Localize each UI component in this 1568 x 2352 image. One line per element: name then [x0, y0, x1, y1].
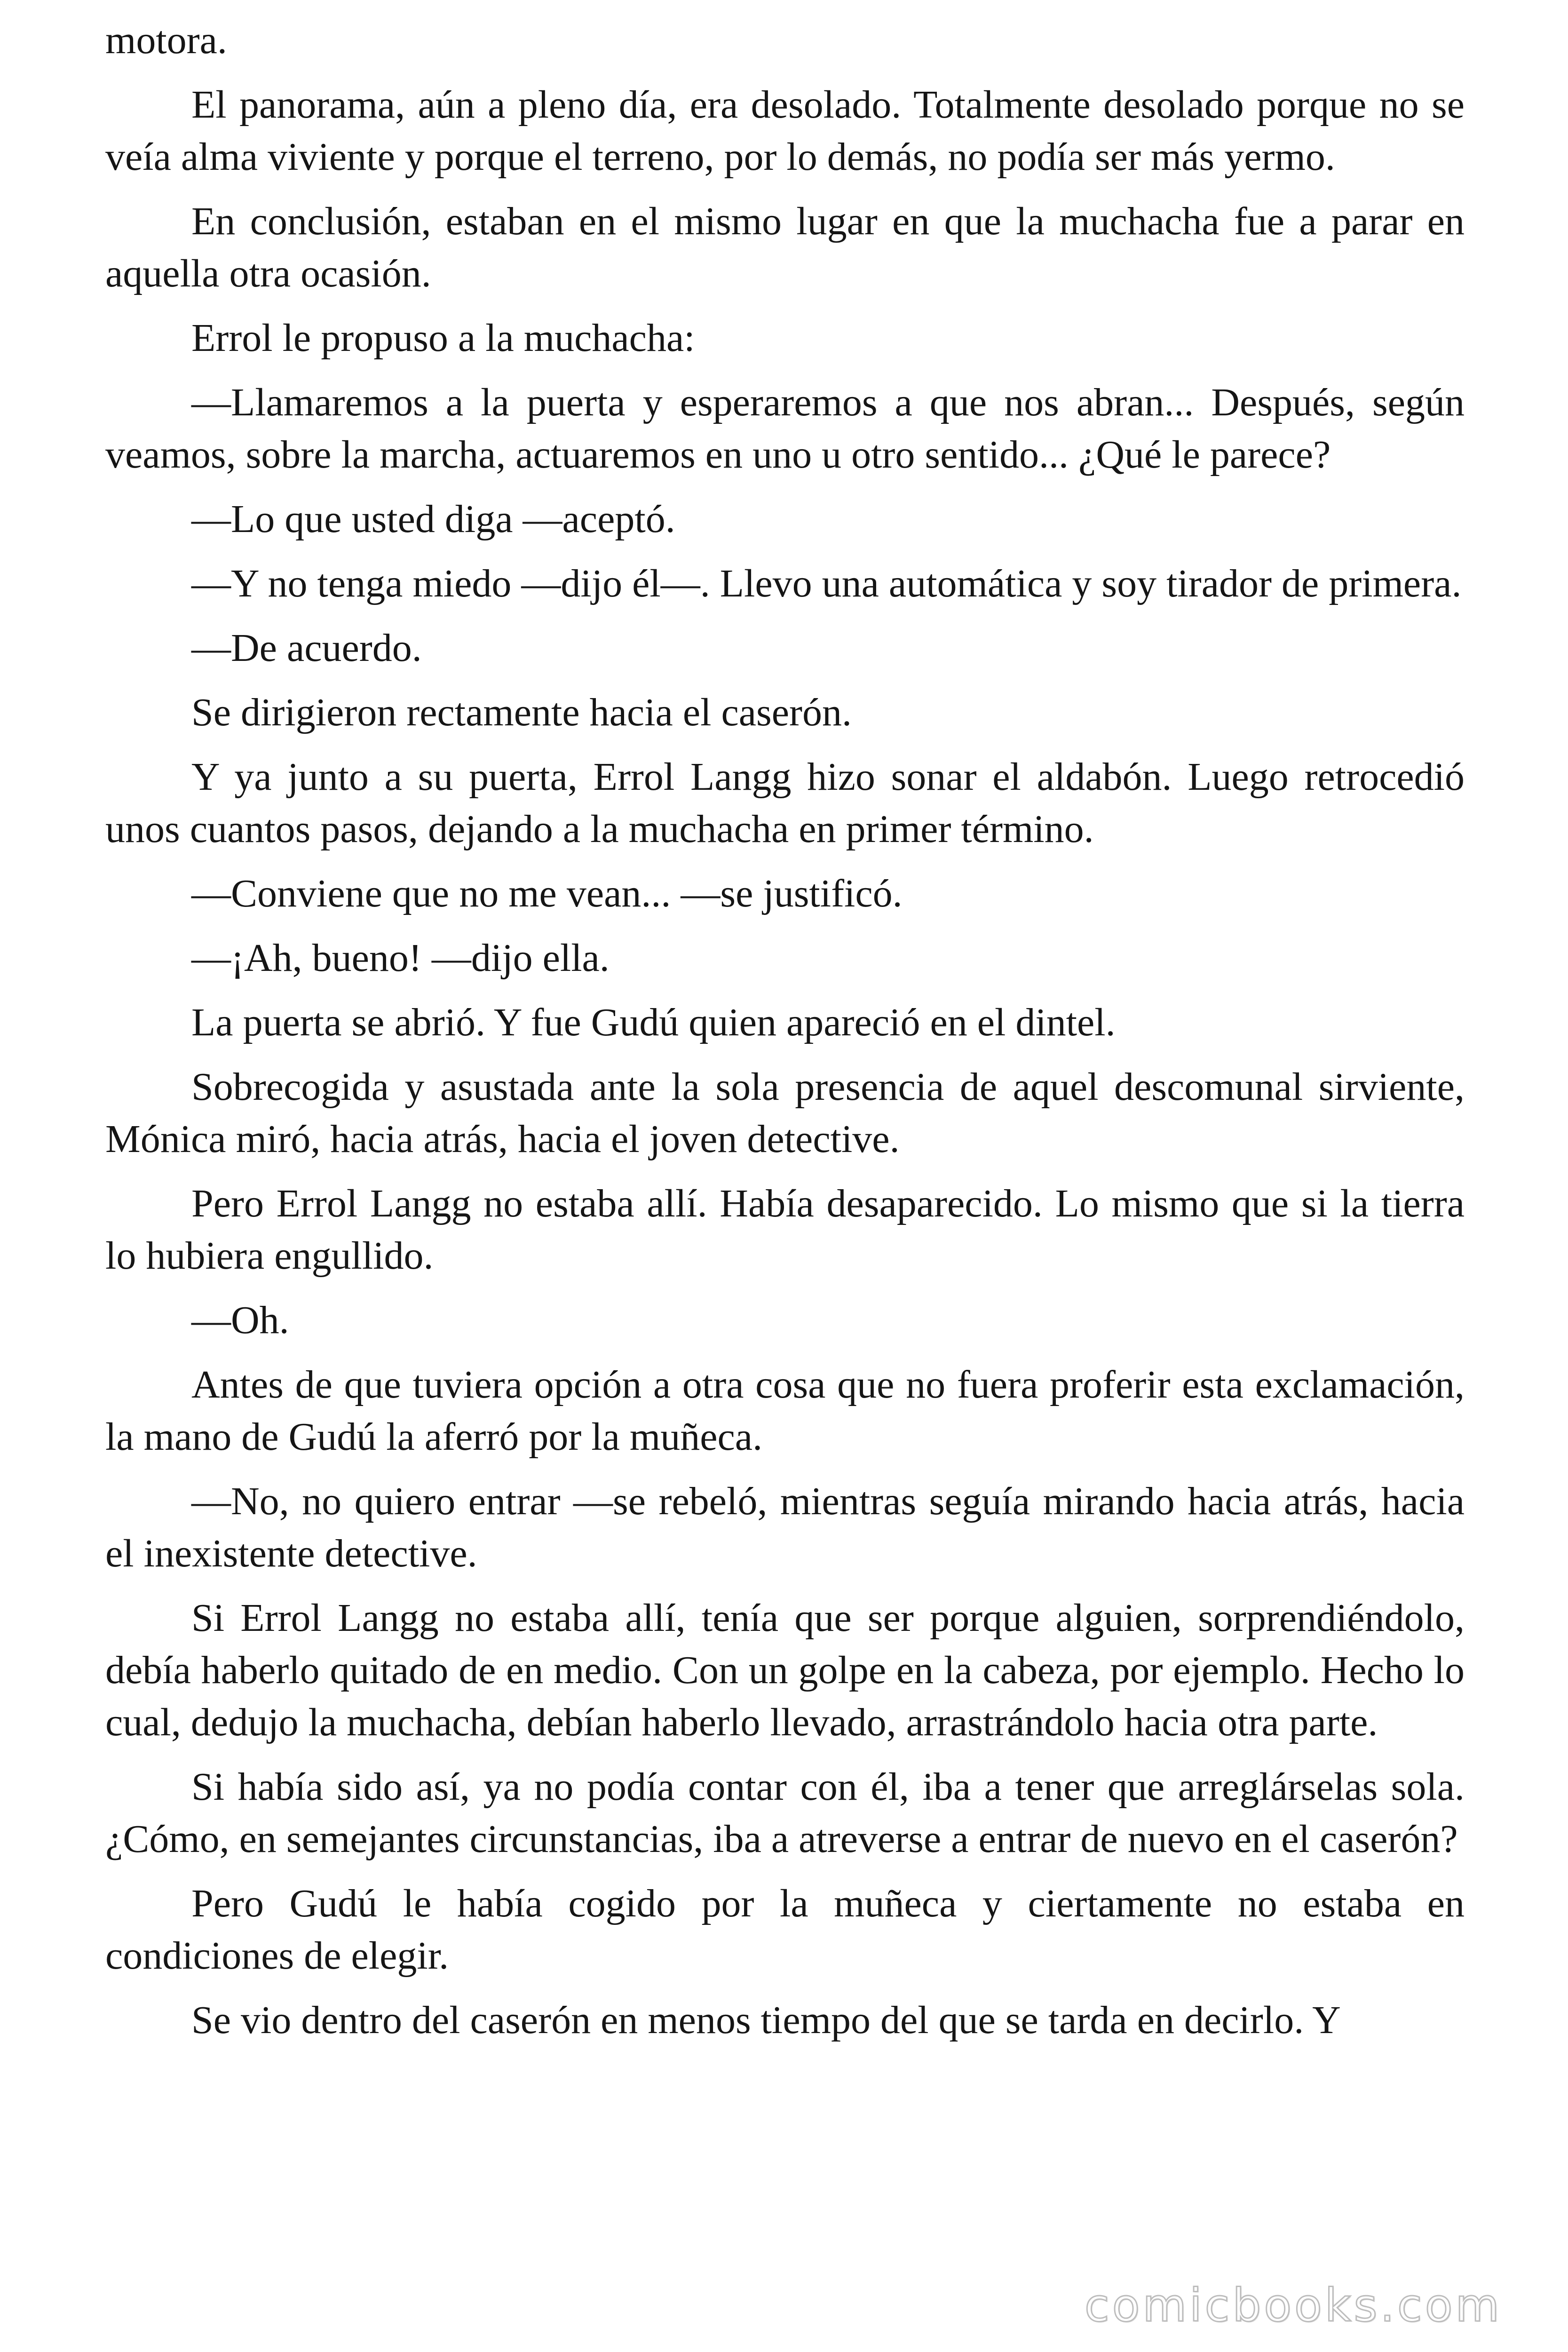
watermark: comicbooks.com — [1084, 2279, 1502, 2332]
paragraph: Si Errol Langg no estaba allí, tenía que ser porque alguien, sorprendiéndolo, debía haberlo quitado de en medio. Con un golpe en la cabeza, por ejemplo. Hecho lo cual, dedujo la muchacha, debían haberlo llevado, arrastrándolo hacia otra parte. — [105, 1596, 1465, 1744]
paragraph: Antes de que tuviera opción a otra cosa que no fuera proferir esta exclamación, la mano de Gudú la aferró por la muñeca. — [105, 1363, 1465, 1459]
paragraph: En conclusión, estaban en el mismo lugar en que la muchacha fue a parar en aquella otra ocasión. — [105, 199, 1465, 295]
paragraph: motora. — [105, 18, 227, 62]
paragraph: El panorama, aún a pleno día, era desolado. Totalmente desolado porque no se veía alma viviente y porque el terreno, por lo demás, no podía ser más yermo. — [105, 83, 1465, 179]
paragraph: —No, no quiero entrar —se rebeló, mientras seguía mirando hacia atrás, hacia el inexistente detective. — [105, 1479, 1465, 1575]
paragraph: —Lo que usted diga —aceptó. — [191, 497, 675, 541]
paragraph: —Oh. — [191, 1298, 289, 1342]
paragraph: Se dirigieron rectamente hacia el caserón. — [191, 691, 852, 734]
paragraph: —Y no tenga miedo —dijo él—. Llevo una automática y soy tirador de primera. — [191, 562, 1462, 605]
paragraph: —De acuerdo. — [191, 626, 422, 670]
paragraph: Pero Gudú le había cogido por la muñeca y ciertamente no estaba en condiciones de elegir. — [105, 1882, 1465, 1978]
page-body — [105, 14, 1465, 2058]
paragraph: Pero Errol Langg no estaba allí. Había desaparecido. Lo mismo que si la tierra lo hubiera engullido. — [105, 1182, 1465, 1278]
paragraph: Se vio dentro del caserón en menos tiempo del que se tarda en decirlo. Y — [191, 1998, 1341, 2042]
paragraph: Si había sido así, ya no podía contar con él, iba a tener que arreglárselas sola. ¿Cómo, en semejantes circunstancias, iba a atreverse a entrar de nuevo en el caserón? — [105, 1765, 1465, 1861]
paragraph: Y ya junto a su puerta, Errol Langg hizo sonar el aldabón. Luego retrocedió unos cuantos pasos, dejando a la muchacha en primer término. — [105, 755, 1465, 851]
paragraph: La puerta se abrió. Y fue Gudú quien apareció en el dintel. — [191, 1001, 1116, 1044]
paragraph: —Llamaremos a la puerta y esperaremos a que nos abran... Después, según veamos, sobre la marcha, actuaremos en uno u otro sentido... ¿Qué le parece? — [105, 381, 1465, 477]
paragraph: —¡Ah, bueno! —dijo ella. — [191, 936, 610, 980]
paragraph: Errol le propuso a la muchacha: — [191, 316, 695, 360]
paragraph: —Conviene que no me vean... —se justificó. — [191, 872, 903, 915]
paragraph: Sobrecogida y asustada ante la sola presencia de aquel descomunal sirviente, Mónica miró, hacia atrás, hacia el joven detective. — [105, 1065, 1465, 1161]
